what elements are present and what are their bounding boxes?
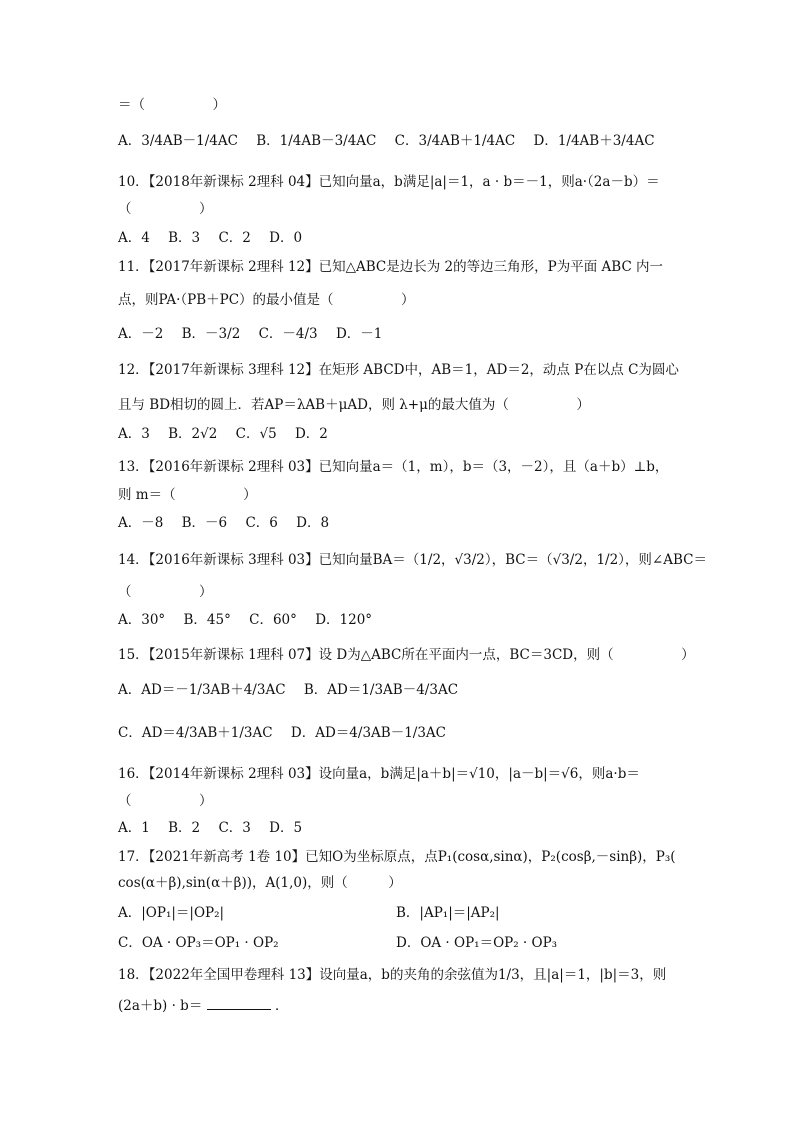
q15-stem: 15．【2015年新课标 1理科 07】设 D为△ABC所在平面内一点，BC＝3CD，则（ ） xyxy=(118,647,695,663)
q12-stem-cont: 且与 BD相切的圆上．若AP＝λAB＋μAD，则 λ+μ的最大值为（ ） xyxy=(118,397,590,413)
q16-stem-cont: （ ） xyxy=(118,793,213,809)
q16-option-a[interactable]: A．1 xyxy=(118,820,150,836)
q17-option-a[interactable]: A．|OP₁|＝|OP₂| xyxy=(118,905,225,921)
q16-stem: 16．【2014年新课标 2理科 03】设向量a，b满足|a＋b|＝√10，|a－b|＝√6，则a·b＝ xyxy=(118,766,640,782)
q10-stem-cont: （ ） xyxy=(118,201,213,217)
q17-option-d[interactable]: D．OA · OP₁＝OP₂ · OP₃ xyxy=(396,935,558,951)
q10-stem: 10．【2018年新课标 2理科 04】已知向量a，b满足|a|＝1，a · b＝－1，则a·（2a－b）＝ xyxy=(118,174,660,190)
q14-option-a[interactable]: A．30° xyxy=(118,612,166,628)
q10-option-a[interactable]: A．4 xyxy=(118,230,150,246)
q13-stem: 13．【2016年新课标 2理科 03】已知向量a＝（1，m），b＝（3，－2），且（a＋b）⊥b， xyxy=(118,459,669,475)
q18-stem: 18．【2022年全国甲卷理科 13】设向量a，b的夹角的余弦值为1/3，且|a|＝1，|b|＝3，则 xyxy=(118,967,667,983)
q13-stem-cont: 则 m＝（ ） xyxy=(118,487,257,503)
q15-option-d[interactable]: D．AD＝4/3AB－1/3AC xyxy=(290,725,447,741)
q13-option-b[interactable]: B．－6 xyxy=(181,515,228,531)
q14-stem: 14．【2016年新课标 3理科 03】已知向量BA＝（1/2，√3/2），BC＝（√3/2，1/2），则∠ABC＝ xyxy=(118,552,707,568)
q12-option-d[interactable]: D．2 xyxy=(294,426,328,442)
q18-expression: (2a＋b) · b＝ xyxy=(118,998,203,1014)
q14-stem-cont: （ ） xyxy=(118,584,213,600)
q13-option-c[interactable]: C．6 xyxy=(245,515,278,531)
q18-period: ． xyxy=(274,998,289,1014)
q14-option-c[interactable]: C．60° xyxy=(249,612,297,628)
q14-option-b[interactable]: B．45° xyxy=(183,612,231,628)
q11-option-a[interactable]: A．－2 xyxy=(118,326,164,342)
q11-option-d[interactable]: D．－1 xyxy=(335,326,383,342)
q15-option-a[interactable]: A．AD＝－1/3AB＋4/3AC xyxy=(118,682,286,698)
q17-option-c[interactable]: C．OA · OP₃＝OP₁ · OP₂ xyxy=(118,935,279,951)
q15-option-c[interactable]: C．AD＝4/3AB＋1/3AC xyxy=(118,725,273,741)
q13-option-a[interactable]: A．－8 xyxy=(118,515,164,531)
q18-stem-cont xyxy=(118,997,288,1015)
q16-option-b[interactable]: B．2 xyxy=(168,820,201,836)
q12-option-a[interactable]: A．3 xyxy=(118,426,150,442)
q9-options xyxy=(118,132,669,150)
q15-option-b[interactable]: B．AD＝1/3AB－4/3AC xyxy=(303,682,459,698)
q12-option-c[interactable]: C．√5 xyxy=(235,426,277,442)
q9-option-b[interactable]: B．1/4AB－3/4AC xyxy=(256,133,377,149)
q15-options-row2 xyxy=(118,724,460,742)
q18-answer-blank[interactable] xyxy=(207,997,271,1010)
q17-option-b[interactable]: B．|AP₁|＝|AP₂| xyxy=(396,905,500,921)
q10-option-b[interactable]: B．3 xyxy=(168,230,201,246)
q17-stem-cont: cos(α＋β),sin(α＋β))，A(1,0)，则（ ） xyxy=(118,875,402,891)
q10-option-d[interactable]: D．0 xyxy=(269,230,303,246)
q11-stem: 11．【2017年新课标 2理科 12】已知△ABC是边长为 2的等边三角形，P为平面 ABC 内一 xyxy=(118,259,664,275)
q12-option-b[interactable]: B．2√2 xyxy=(168,426,218,442)
q16-options xyxy=(118,819,316,837)
q9-option-a[interactable]: A．3/4AB－1/4AC xyxy=(118,133,238,149)
q11-option-c[interactable]: C．－4/3 xyxy=(258,326,318,342)
q13-options xyxy=(118,514,343,532)
q14-option-d[interactable]: D．120° xyxy=(315,612,373,628)
q16-option-d[interactable]: D．5 xyxy=(269,820,303,836)
q9-stem-end: ＝（ ） xyxy=(118,97,226,113)
q15-options-row1 xyxy=(118,681,472,699)
q17-stem: 17．【2021年新高考 1卷 10】已知O为坐标原点，点P₁(cosα,sinα)，P₂(cosβ,－sinβ)，P₃( xyxy=(118,849,676,865)
q11-options xyxy=(118,325,396,343)
q10-option-c[interactable]: C．2 xyxy=(218,230,251,246)
q13-option-d[interactable]: D．8 xyxy=(296,515,330,531)
q9-option-c[interactable]: C．3/4AB＋1/4AC xyxy=(394,133,516,149)
q9-option-d[interactable]: D．1/4AB＋3/4AC xyxy=(533,133,655,149)
q11-option-b[interactable]: B．－3/2 xyxy=(181,326,241,342)
q11-stem-cont: 点，则PA·（PB＋PC）的最小值是（ ） xyxy=(118,292,415,308)
q16-option-c[interactable]: C．3 xyxy=(218,820,251,836)
q14-options xyxy=(118,611,386,629)
q12-stem: 12．【2017年新课标 3理科 12】在矩形 ABCD中，AB＝1，AD＝2，动点 P在以点 C为圆心 xyxy=(118,362,679,378)
q10-options xyxy=(118,229,316,247)
q12-options xyxy=(118,425,342,443)
